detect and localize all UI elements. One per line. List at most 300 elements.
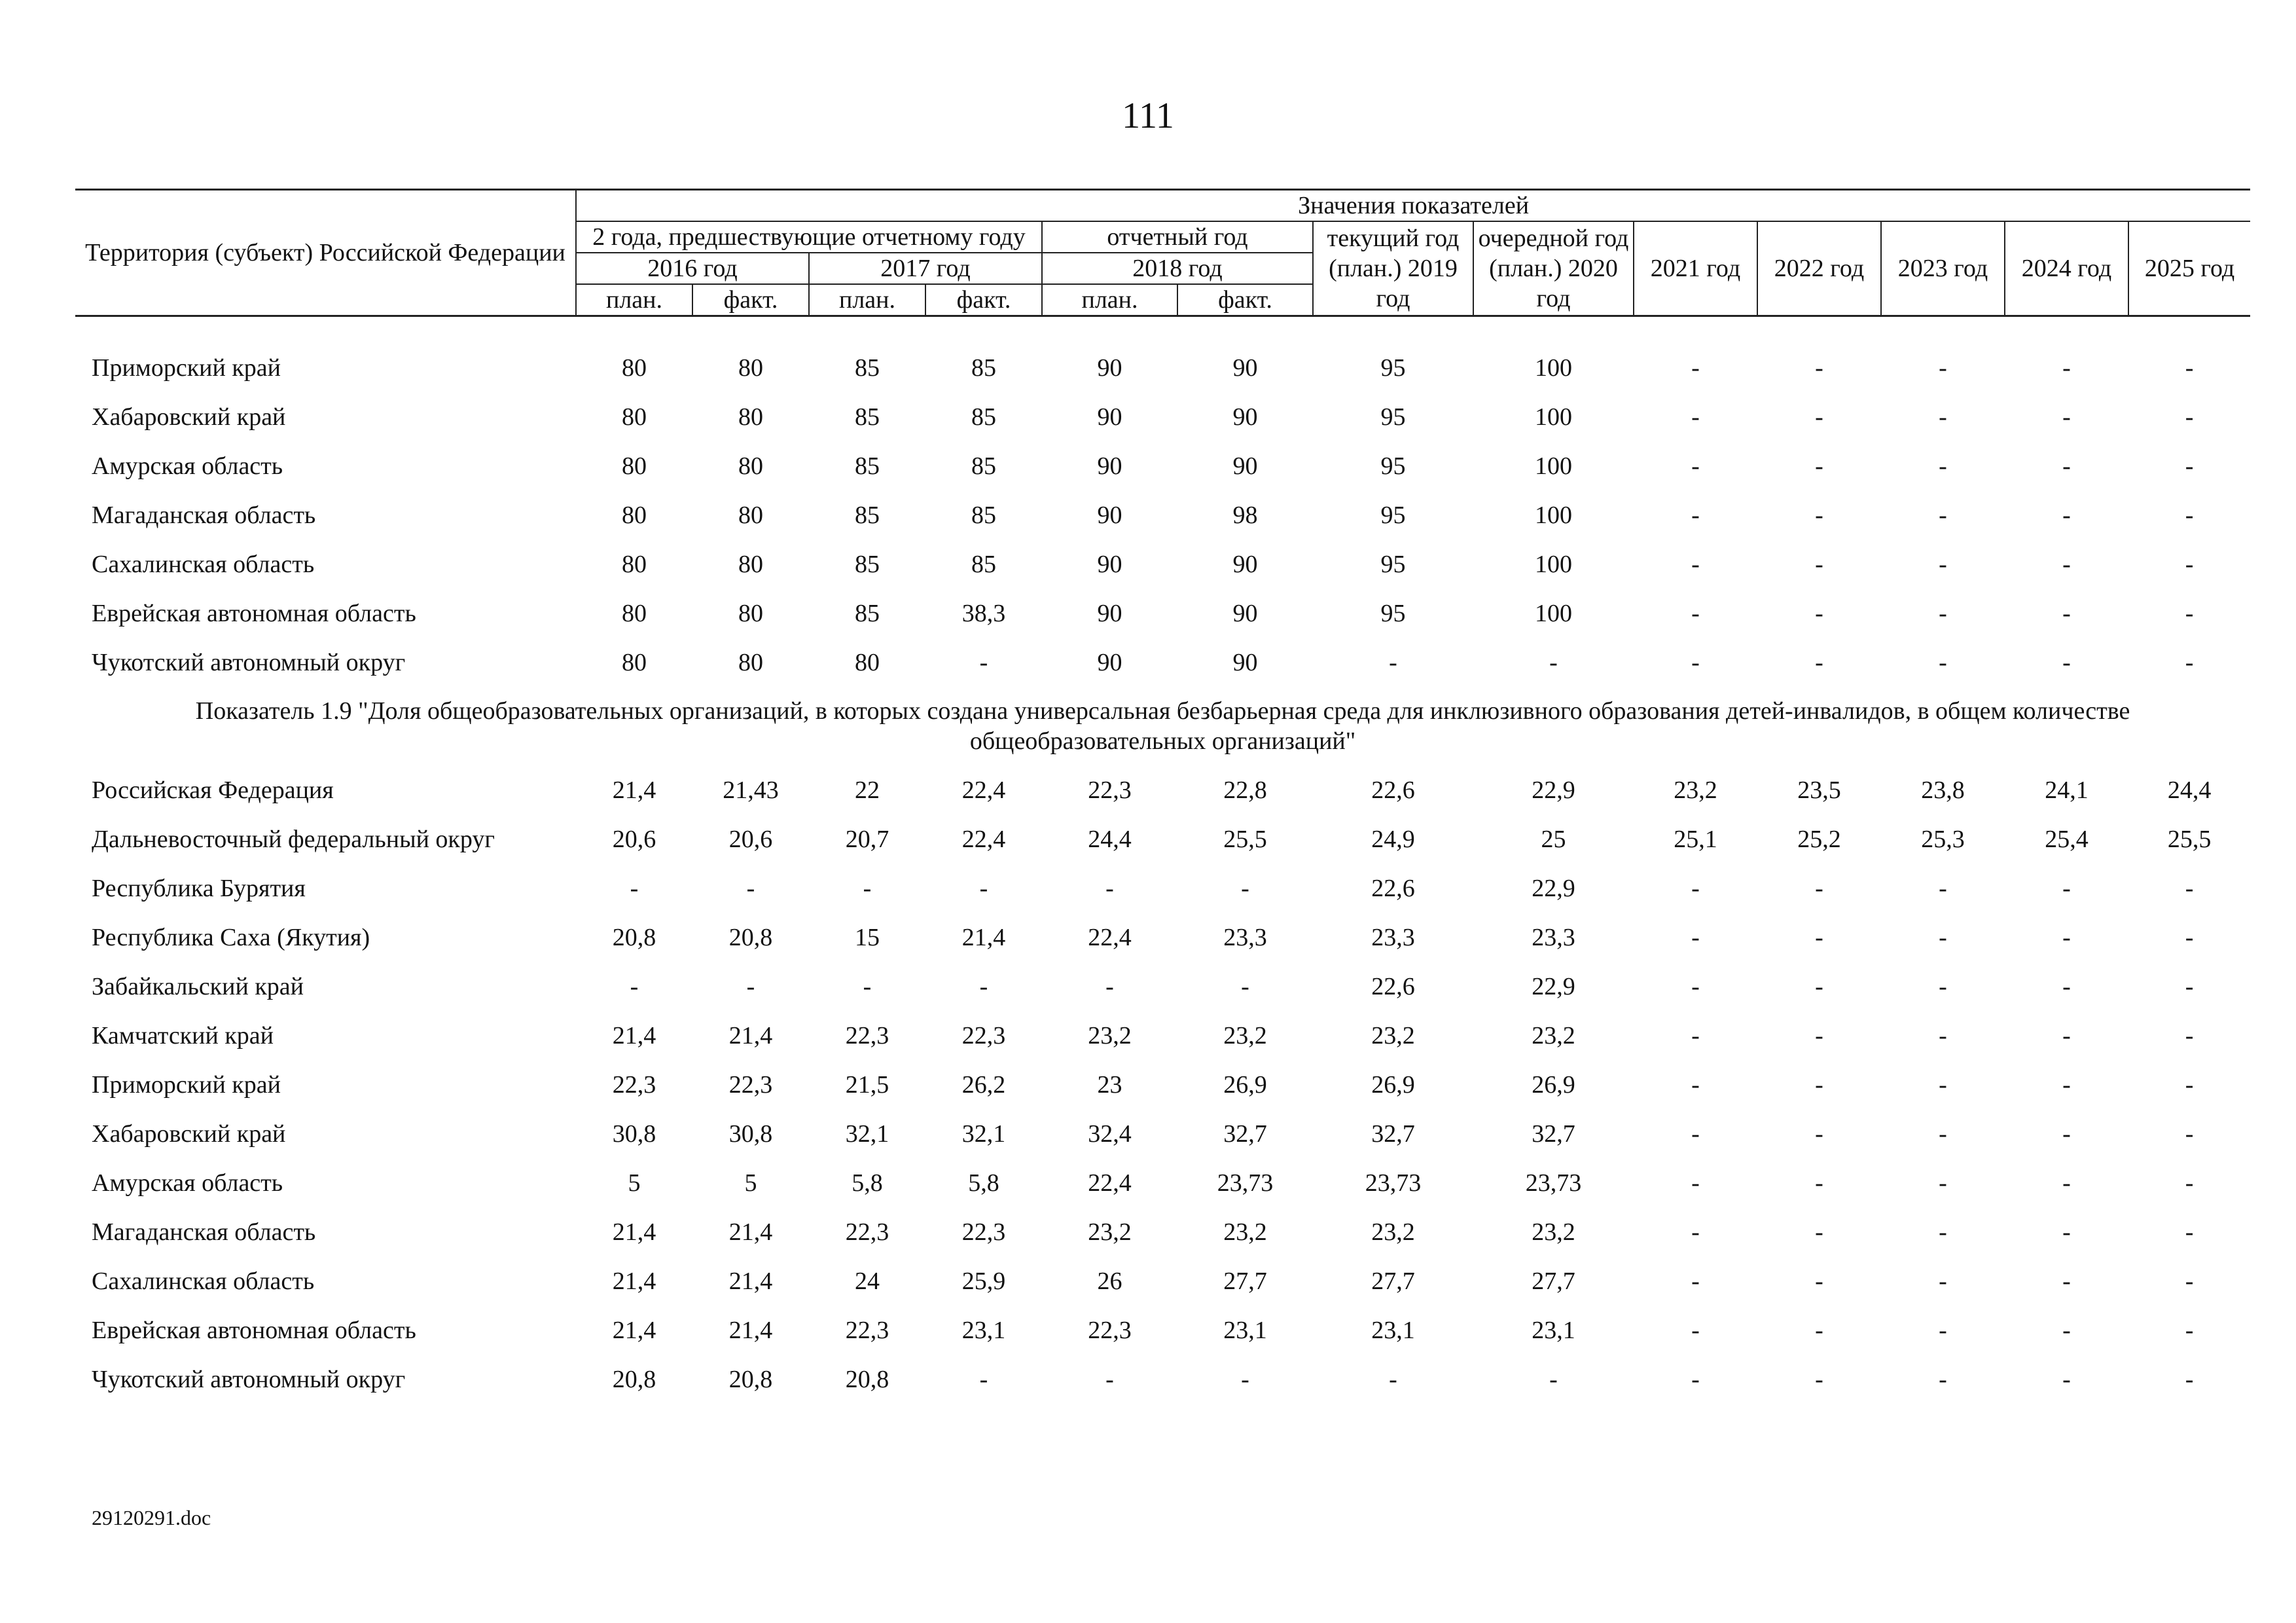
value-cell: 90 <box>1232 354 1258 382</box>
value-cell: 80 <box>738 550 763 578</box>
value-cell: 15 <box>855 923 880 951</box>
value-cell: 21,4 <box>612 1316 656 1344</box>
value-cell: - <box>1815 972 1823 1000</box>
header-2021: 2021 год <box>1634 221 1757 316</box>
value-cell: 90 <box>1097 550 1122 578</box>
value-cell: 23,2 <box>1532 1218 1575 1246</box>
value-cell: - <box>1939 599 1947 627</box>
table-body-section-b <box>75 765 2250 1404</box>
value-cell: 23,73 <box>1217 1169 1274 1197</box>
table-row <box>75 441 2250 490</box>
value-cell: - <box>2062 403 2071 431</box>
value-cell: - <box>863 874 872 902</box>
value-cell: - <box>1939 403 1947 431</box>
value-cell: - <box>1105 1365 1114 1393</box>
value-cell: 21,5 <box>845 1070 889 1099</box>
value-cell: 20,6 <box>728 825 773 853</box>
value-cell: - <box>1691 874 1700 902</box>
value-cell: 26,2 <box>961 1070 1006 1099</box>
header-fact: факт. <box>692 284 809 316</box>
value-cell: 24,4 <box>2167 776 2212 804</box>
value-cell: - <box>2062 923 2071 951</box>
value-cell: - <box>1691 1021 1700 1049</box>
value-cell: 22,4 <box>1088 923 1132 951</box>
value-cell: 22,3 <box>1088 776 1132 804</box>
indicator-title: Показатель 1.9 "Доля общеобразовательных организаций, в которых создана универсальная безбарьерная среда для инклюзивного образования детей-инвалидов, в общем количестве общеобразовательных организаций" <box>195 697 2130 755</box>
value-cell: - <box>1815 354 1823 382</box>
value-cell: 21,4 <box>612 776 656 804</box>
value-cell: 90 <box>1232 452 1258 480</box>
value-cell: - <box>1691 1120 1700 1148</box>
value-cell: - <box>1241 1365 1249 1393</box>
value-cell: 27,7 <box>1532 1267 1575 1295</box>
value-cell: 23,2 <box>1532 1021 1575 1049</box>
footer-filename: 29120291.doc <box>92 1506 211 1529</box>
value-cell: - <box>1939 501 1947 529</box>
value-cell: 23,8 <box>1921 776 1965 804</box>
value-cell: - <box>1939 452 1947 480</box>
table-row <box>75 1011 2250 1060</box>
value-cell: 26,9 <box>1223 1070 1267 1099</box>
value-cell: 21,4 <box>612 1218 656 1246</box>
value-cell: 25,4 <box>2045 825 2089 853</box>
value-cell: - <box>2062 452 2071 480</box>
value-cell: 22,3 <box>845 1021 889 1049</box>
territory-name: Сахалинская область <box>92 550 315 578</box>
value-cell: 90 <box>1097 403 1122 431</box>
table-row <box>75 864 2250 913</box>
value-cell: 90 <box>1232 550 1258 578</box>
value-cell: - <box>2185 1169 2194 1197</box>
value-cell: - <box>2185 923 2194 951</box>
value-cell: - <box>2062 550 2071 578</box>
value-cell: 26,9 <box>1371 1070 1415 1099</box>
value-cell: 85 <box>855 403 880 431</box>
value-cell: - <box>1939 1169 1947 1197</box>
value-cell: 25,5 <box>2167 825 2212 853</box>
value-cell: - <box>746 874 755 902</box>
value-cell: 23,2 <box>1088 1021 1132 1049</box>
value-cell: 20,6 <box>612 825 656 853</box>
value-cell: 22,3 <box>961 1218 1006 1246</box>
value-cell: 23,1 <box>1532 1316 1575 1344</box>
value-cell: - <box>1691 354 1700 382</box>
value-cell: 80 <box>738 501 763 529</box>
value-cell: - <box>1691 1316 1700 1344</box>
value-cell: - <box>1815 1120 1823 1148</box>
value-cell: 30,8 <box>612 1120 656 1148</box>
value-cell: - <box>1815 1316 1823 1344</box>
header-next-year: очередной год (план.) 2020 год <box>1473 221 1634 316</box>
value-cell: - <box>1939 1070 1947 1099</box>
value-cell: - <box>1549 648 1558 676</box>
value-cell: - <box>1815 648 1823 676</box>
value-cell: - <box>2185 550 2194 578</box>
value-cell: 30,8 <box>728 1120 773 1148</box>
value-cell: 85 <box>855 354 880 382</box>
table-row <box>75 1355 2250 1404</box>
value-cell: 23,5 <box>1797 776 1841 804</box>
value-cell: 80 <box>738 403 763 431</box>
value-cell: - <box>1691 452 1700 480</box>
value-cell: - <box>1939 874 1947 902</box>
value-cell: 100 <box>1535 501 1572 529</box>
value-cell: - <box>1815 923 1823 951</box>
value-cell: - <box>1939 648 1947 676</box>
territory-name: Хабаровский край <box>92 403 286 431</box>
value-cell: 80 <box>622 550 647 578</box>
value-cell: - <box>2185 1365 2194 1393</box>
table-row <box>75 392 2250 441</box>
value-cell: 80 <box>622 452 647 480</box>
value-cell: - <box>2185 1120 2194 1148</box>
value-cell: 90 <box>1097 599 1122 627</box>
value-cell: 100 <box>1535 354 1572 382</box>
value-cell: 27,7 <box>1223 1267 1267 1295</box>
value-cell: - <box>1549 1365 1558 1393</box>
territory-name: Хабаровский край <box>92 1120 286 1148</box>
value-cell: 22,3 <box>845 1316 889 1344</box>
value-cell: - <box>2185 599 2194 627</box>
value-cell: - <box>2062 501 2071 529</box>
value-cell: 80 <box>622 354 647 382</box>
value-cell: - <box>2185 354 2194 382</box>
value-cell: 23,1 <box>1371 1316 1415 1344</box>
value-cell: - <box>1691 1218 1700 1246</box>
value-cell: 27,7 <box>1371 1267 1415 1295</box>
value-cell: 25,1 <box>1674 825 1717 853</box>
value-cell: 85 <box>971 354 996 382</box>
value-cell: 90 <box>1232 648 1258 676</box>
value-cell: 23,73 <box>1525 1169 1582 1197</box>
value-cell: - <box>2185 1070 2194 1099</box>
value-cell: 25,3 <box>1921 825 1965 853</box>
value-cell: 32,4 <box>1088 1120 1132 1148</box>
value-cell: - <box>863 972 872 1000</box>
value-cell: - <box>1939 923 1947 951</box>
territory-name: Чукотский автономный округ <box>92 1365 406 1393</box>
value-cell: 25,2 <box>1797 825 1841 853</box>
value-cell: - <box>979 874 988 902</box>
value-cell: 23,2 <box>1674 776 1717 804</box>
header-prev-years: 2 года, предшествующие отчетному году <box>576 221 1042 253</box>
header-2023: 2023 год <box>1881 221 2005 316</box>
header-plan: план. <box>576 284 692 316</box>
value-cell: 21,4 <box>612 1267 656 1295</box>
value-cell: - <box>1815 501 1823 529</box>
territory-name: Чукотский автономный округ <box>92 648 406 676</box>
header-territory: Территория (субъект) Российской Федерации <box>75 190 576 316</box>
value-cell: 32,7 <box>1532 1120 1575 1148</box>
value-cell: - <box>1241 972 1249 1000</box>
value-cell: 22,3 <box>728 1070 773 1099</box>
value-cell: 80 <box>622 599 647 627</box>
value-cell: 95 <box>1380 599 1406 627</box>
value-cell: 85 <box>855 452 880 480</box>
value-cell: - <box>1939 1120 1947 1148</box>
value-cell: 20,7 <box>845 825 889 853</box>
value-cell: - <box>1691 1267 1700 1295</box>
value-cell: 22,9 <box>1532 874 1575 902</box>
table-body-indicator <box>75 687 2250 765</box>
value-cell: 80 <box>855 648 880 676</box>
value-cell: - <box>979 648 988 676</box>
territory-name: Забайкальский край <box>92 972 304 1000</box>
value-cell: - <box>2185 1267 2194 1295</box>
table-row <box>75 539 2250 589</box>
table-row <box>75 1207 2250 1256</box>
value-cell: - <box>1815 403 1823 431</box>
header-2022: 2022 год <box>1757 221 1881 316</box>
value-cell: 26,9 <box>1532 1070 1575 1099</box>
value-cell: 80 <box>622 648 647 676</box>
value-cell: 5,8 <box>968 1169 999 1197</box>
value-cell: - <box>1815 1218 1823 1246</box>
value-cell: - <box>2185 403 2194 431</box>
value-cell: - <box>1389 648 1397 676</box>
value-cell: 24,1 <box>2045 776 2089 804</box>
value-cell: - <box>2185 648 2194 676</box>
header-2018: 2018 год <box>1042 253 1313 284</box>
value-cell: 90 <box>1097 501 1122 529</box>
value-cell: 23,1 <box>1223 1316 1267 1344</box>
value-cell: 95 <box>1380 550 1406 578</box>
value-cell: 85 <box>855 550 880 578</box>
value-cell: 21,43 <box>723 776 779 804</box>
value-cell: - <box>1691 1070 1700 1099</box>
value-cell: 22,4 <box>961 825 1006 853</box>
value-cell: - <box>1815 1169 1823 1197</box>
value-cell: 90 <box>1097 354 1122 382</box>
value-cell: 95 <box>1380 452 1406 480</box>
value-cell: - <box>1939 1365 1947 1393</box>
value-cell: 23,2 <box>1223 1218 1267 1246</box>
territory-name: Российская Федерация <box>92 776 334 804</box>
value-cell: 21,4 <box>961 923 1006 951</box>
value-cell: 100 <box>1535 452 1572 480</box>
value-cell: - <box>1939 1218 1947 1246</box>
value-cell: 24,4 <box>1088 825 1132 853</box>
table-row <box>75 765 2250 814</box>
value-cell: 5,8 <box>852 1169 883 1197</box>
value-cell: - <box>2062 1169 2071 1197</box>
value-cell: 22,8 <box>1223 776 1267 804</box>
page-number: 111 <box>1122 96 1174 136</box>
header-values-title: Значения показателей <box>576 190 2250 222</box>
value-cell: 23,2 <box>1088 1218 1132 1246</box>
indicator-table <box>75 189 2250 1404</box>
value-cell: - <box>1815 1070 1823 1099</box>
value-cell: - <box>1815 452 1823 480</box>
value-cell: 22,6 <box>1371 874 1415 902</box>
value-cell: 85 <box>971 452 996 480</box>
value-cell: - <box>1815 874 1823 902</box>
territory-name: Республика Саха (Якутия) <box>92 923 370 951</box>
territory-name: Приморский край <box>92 354 281 382</box>
value-cell: 20,8 <box>845 1365 889 1393</box>
value-cell: 100 <box>1535 550 1572 578</box>
value-cell: 26 <box>1097 1267 1122 1295</box>
value-cell: - <box>1389 1365 1397 1393</box>
value-cell: 90 <box>1097 648 1122 676</box>
value-cell: 98 <box>1232 501 1258 529</box>
value-cell: - <box>1939 550 1947 578</box>
value-cell: 22,6 <box>1371 776 1415 804</box>
value-cell: - <box>2185 874 2194 902</box>
value-cell: - <box>2185 1316 2194 1344</box>
value-cell: 5 <box>628 1169 641 1197</box>
value-cell: - <box>1691 550 1700 578</box>
territory-name: Сахалинская область <box>92 1267 315 1295</box>
value-cell: 32,1 <box>961 1120 1006 1148</box>
territory-name: Магаданская область <box>92 1218 316 1246</box>
value-cell: - <box>1691 1169 1700 1197</box>
value-cell: 100 <box>1535 403 1572 431</box>
territory-name: Амурская область <box>92 1169 283 1197</box>
territory-name: Приморский край <box>92 1070 281 1099</box>
value-cell: - <box>2185 452 2194 480</box>
value-cell: 20,8 <box>612 923 656 951</box>
value-cell: - <box>1815 599 1823 627</box>
value-cell: 23,1 <box>961 1316 1006 1344</box>
value-cell: 23,73 <box>1365 1169 1422 1197</box>
value-cell: - <box>1691 1365 1700 1393</box>
value-cell: - <box>2062 1070 2071 1099</box>
table-row <box>75 1109 2250 1158</box>
value-cell: 23,3 <box>1532 923 1575 951</box>
value-cell: - <box>746 972 755 1000</box>
value-cell: 85 <box>855 501 880 529</box>
value-cell: 80 <box>738 648 763 676</box>
value-cell: - <box>1691 403 1700 431</box>
value-cell: - <box>2062 1021 2071 1049</box>
value-cell: 25,9 <box>961 1267 1006 1295</box>
value-cell: 90 <box>1097 452 1122 480</box>
value-cell: - <box>2062 972 2071 1000</box>
value-cell: - <box>2062 648 2071 676</box>
value-cell: 20,8 <box>728 1365 773 1393</box>
value-cell: - <box>1815 550 1823 578</box>
table-row <box>75 589 2250 638</box>
value-cell: 23,2 <box>1371 1021 1415 1049</box>
value-cell: - <box>1939 972 1947 1000</box>
value-cell: 22,6 <box>1371 972 1415 1000</box>
value-cell: 5 <box>744 1169 757 1197</box>
value-cell: - <box>1691 972 1700 1000</box>
value-cell: - <box>1939 1267 1947 1295</box>
table-row <box>75 814 2250 864</box>
value-cell: - <box>1691 648 1700 676</box>
value-cell: - <box>2185 972 2194 1000</box>
value-cell: 21,4 <box>728 1267 773 1295</box>
header-2017: 2017 год <box>809 253 1042 284</box>
value-cell: 80 <box>738 452 763 480</box>
value-cell: - <box>1815 1021 1823 1049</box>
value-cell: 95 <box>1380 501 1406 529</box>
value-cell: 21,4 <box>612 1021 656 1049</box>
header-fact: факт. <box>1177 284 1313 316</box>
value-cell: 90 <box>1232 403 1258 431</box>
value-cell: - <box>1691 501 1700 529</box>
value-cell: - <box>1691 599 1700 627</box>
value-cell: 22,3 <box>845 1218 889 1246</box>
value-cell: 23,3 <box>1371 923 1415 951</box>
value-cell: 22 <box>855 776 880 804</box>
value-cell: - <box>2062 1267 2071 1295</box>
value-cell: 23,3 <box>1223 923 1267 951</box>
value-cell: - <box>2185 1218 2194 1246</box>
value-cell: 22,4 <box>1088 1169 1132 1197</box>
value-cell: 22,3 <box>612 1070 656 1099</box>
value-cell: 21,4 <box>728 1218 773 1246</box>
territory-name: Дальневосточный федеральный округ <box>92 825 495 853</box>
value-cell: 22,4 <box>961 776 1006 804</box>
table-row <box>75 1060 2250 1109</box>
table-row <box>75 962 2250 1011</box>
value-cell: 20,8 <box>612 1365 656 1393</box>
table-row <box>75 490 2250 539</box>
table-row <box>75 1305 2250 1355</box>
header-report-year: отчетный год <box>1042 221 1313 253</box>
header-plan: план. <box>1042 284 1177 316</box>
value-cell: 80 <box>738 354 763 382</box>
value-cell: 22,3 <box>1088 1316 1132 1344</box>
value-cell: - <box>2062 1365 2071 1393</box>
value-cell: - <box>1691 923 1700 951</box>
value-cell: - <box>2062 599 2071 627</box>
value-cell: 80 <box>622 501 647 529</box>
value-cell: - <box>979 1365 988 1393</box>
header-2025: 2025 год <box>2128 221 2250 316</box>
value-cell: - <box>2185 501 2194 529</box>
value-cell: 24,9 <box>1371 825 1415 853</box>
territory-name: Амурская область <box>92 452 283 480</box>
value-cell: 85 <box>855 599 880 627</box>
value-cell: - <box>1241 874 1249 902</box>
territory-name: Республика Бурятия <box>92 874 306 902</box>
table-row <box>75 638 2250 687</box>
value-cell: 90 <box>1232 599 1258 627</box>
value-cell: 38,3 <box>961 599 1006 627</box>
value-cell: 22,9 <box>1532 776 1575 804</box>
value-cell: - <box>2062 1218 2071 1246</box>
value-cell: 22,9 <box>1532 972 1575 1000</box>
territory-name: Еврейская автономная область <box>92 599 416 627</box>
value-cell: 32,7 <box>1371 1120 1415 1148</box>
value-cell: - <box>1815 1365 1823 1393</box>
value-cell: - <box>2185 1021 2194 1049</box>
value-cell: 100 <box>1535 599 1572 627</box>
table-row <box>75 1158 2250 1207</box>
value-cell: 25 <box>1541 825 1566 853</box>
value-cell: 32,7 <box>1223 1120 1267 1148</box>
territory-name: Еврейская автономная область <box>92 1316 416 1344</box>
value-cell: 21,4 <box>728 1021 773 1049</box>
header-fact: факт. <box>925 284 1042 316</box>
header-current-year: текущий год (план.) 2019 год <box>1313 221 1473 316</box>
value-cell: 85 <box>971 501 996 529</box>
header-plan: план. <box>809 284 925 316</box>
value-cell: 23 <box>1097 1070 1122 1099</box>
value-cell: - <box>630 874 639 902</box>
value-cell: 20,8 <box>728 923 773 951</box>
value-cell: 85 <box>971 403 996 431</box>
territory-name: Магаданская область <box>92 501 316 529</box>
value-cell: - <box>1815 1267 1823 1295</box>
value-cell: 32,1 <box>845 1120 889 1148</box>
value-cell: 23,2 <box>1223 1021 1267 1049</box>
header-2016: 2016 год <box>576 253 809 284</box>
